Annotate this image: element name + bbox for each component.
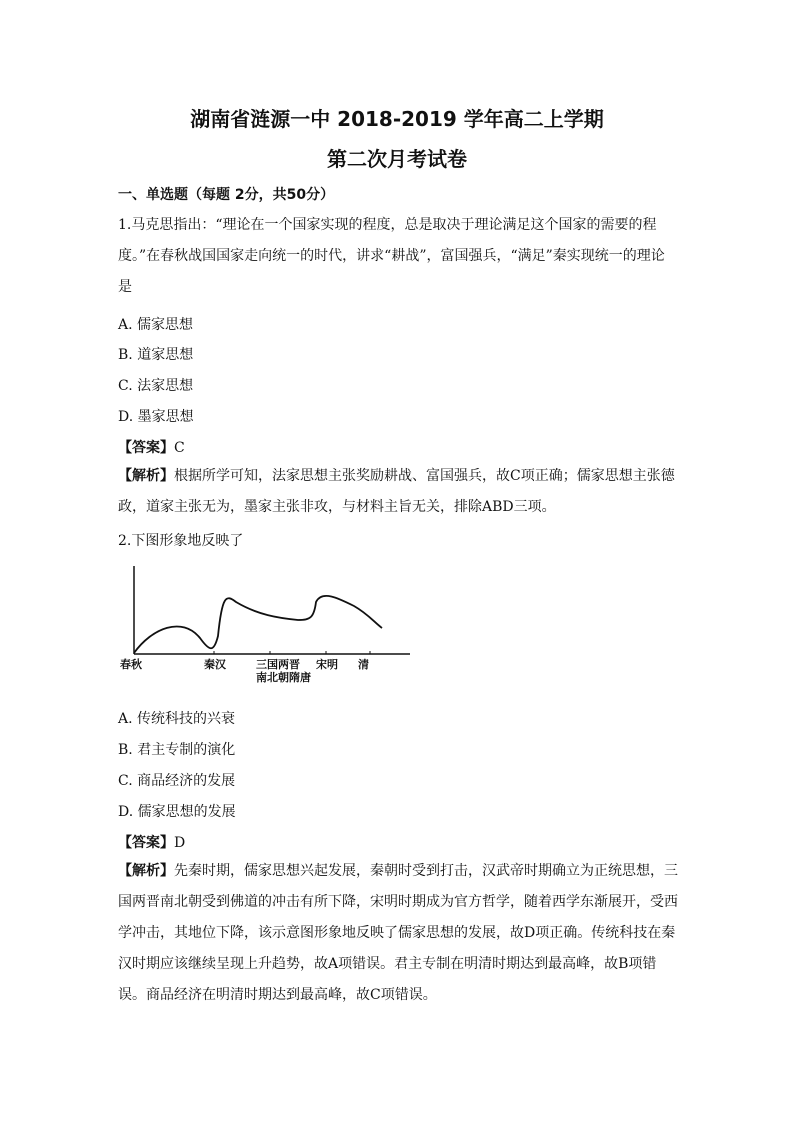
- q1-analysis-tag: 【解析】: [118, 468, 174, 484]
- q2-option-a: A. 传统科技的兴衰: [118, 711, 236, 727]
- tick-label-nanbeichao: 南北朝隋唐: [256, 671, 311, 684]
- tick-label-qing: 清: [358, 658, 369, 671]
- q1-option-d: D. 墨家思想: [118, 409, 194, 425]
- q2-analysis-text: 先秦时期，儒家思想兴起发展，秦朝时受到打击，汉武帝时期确立为正统思想，三国两晋南北朝受到佛道的冲击有所下降，宋明时期成为官方哲学，随着西学东渐展开，受西学冲击，其地位下降，该示意图形象地反映了儒家思想的发展，故D项正确。传统科技在秦汉时期应该继续呈现上升趋势，故A项错误。君主专制在明清时期达到最高峰，故B项错误。商品经济在明清时期达到最高峰，故C项错误。: [118, 863, 678, 1003]
- tick-label-qinhan: 秦汉: [204, 658, 226, 671]
- q2-answer-tag: 【答案】: [118, 835, 174, 851]
- q2-option-d: D. 儒家思想的发展: [118, 804, 236, 820]
- section-heading: 一、单选题（每题 2分，共50分）: [118, 187, 335, 203]
- tick-label-chunqiu: 春秋: [120, 658, 142, 671]
- tick-label-songming: 宋明: [316, 658, 338, 671]
- exam-title-line2: 第二次月考试卷: [327, 147, 467, 171]
- exam-title-line1: 湖南省涟源一中 2018-2019 学年高二上学期: [190, 107, 604, 131]
- q2-answer: [118, 832, 185, 852]
- q2-analysis: [118, 856, 678, 1011]
- q1-analysis: [118, 461, 678, 523]
- q2-analysis-tag: 【解析】: [118, 863, 174, 879]
- q1-answer: [118, 437, 185, 457]
- q1-stem: 1.马克思指出：“理论在一个国家实现的程度，总是取决于理论满足这个国家的需要的程度。”在春秋战国国家走向统一的时代，讲求“耕战”，富国强兵，“满足”秦实现统一的理论是: [118, 217, 665, 295]
- q1-analysis-text: 根据所学可知，法家思想主张奖励耕战、富国强兵，故C项正确；儒家思想主张德政，道家主张无为，墨家主张非攻，与材料主旨无关，排除ABD三项。: [118, 468, 675, 515]
- tick-label-sanguo: 三国两晋: [256, 658, 300, 671]
- q2-option-c: C. 商品经济的发展: [118, 773, 236, 789]
- q1-answer-value: C: [174, 440, 185, 456]
- q2-stem: 2.下图形象地反映了: [118, 533, 244, 549]
- q2-answer-value: D: [174, 835, 186, 851]
- q1-option-c: C. 法家思想: [118, 378, 194, 394]
- q2-option-b: B. 君主专制的演化: [118, 742, 236, 758]
- q1-option-b: B. 道家思想: [118, 347, 194, 363]
- q1-answer-tag: 【答案】: [118, 440, 174, 456]
- chart-curve: [134, 596, 382, 653]
- confucianism-trend-chart: [118, 560, 418, 685]
- q1-option-a: A. 儒家思想: [118, 317, 194, 333]
